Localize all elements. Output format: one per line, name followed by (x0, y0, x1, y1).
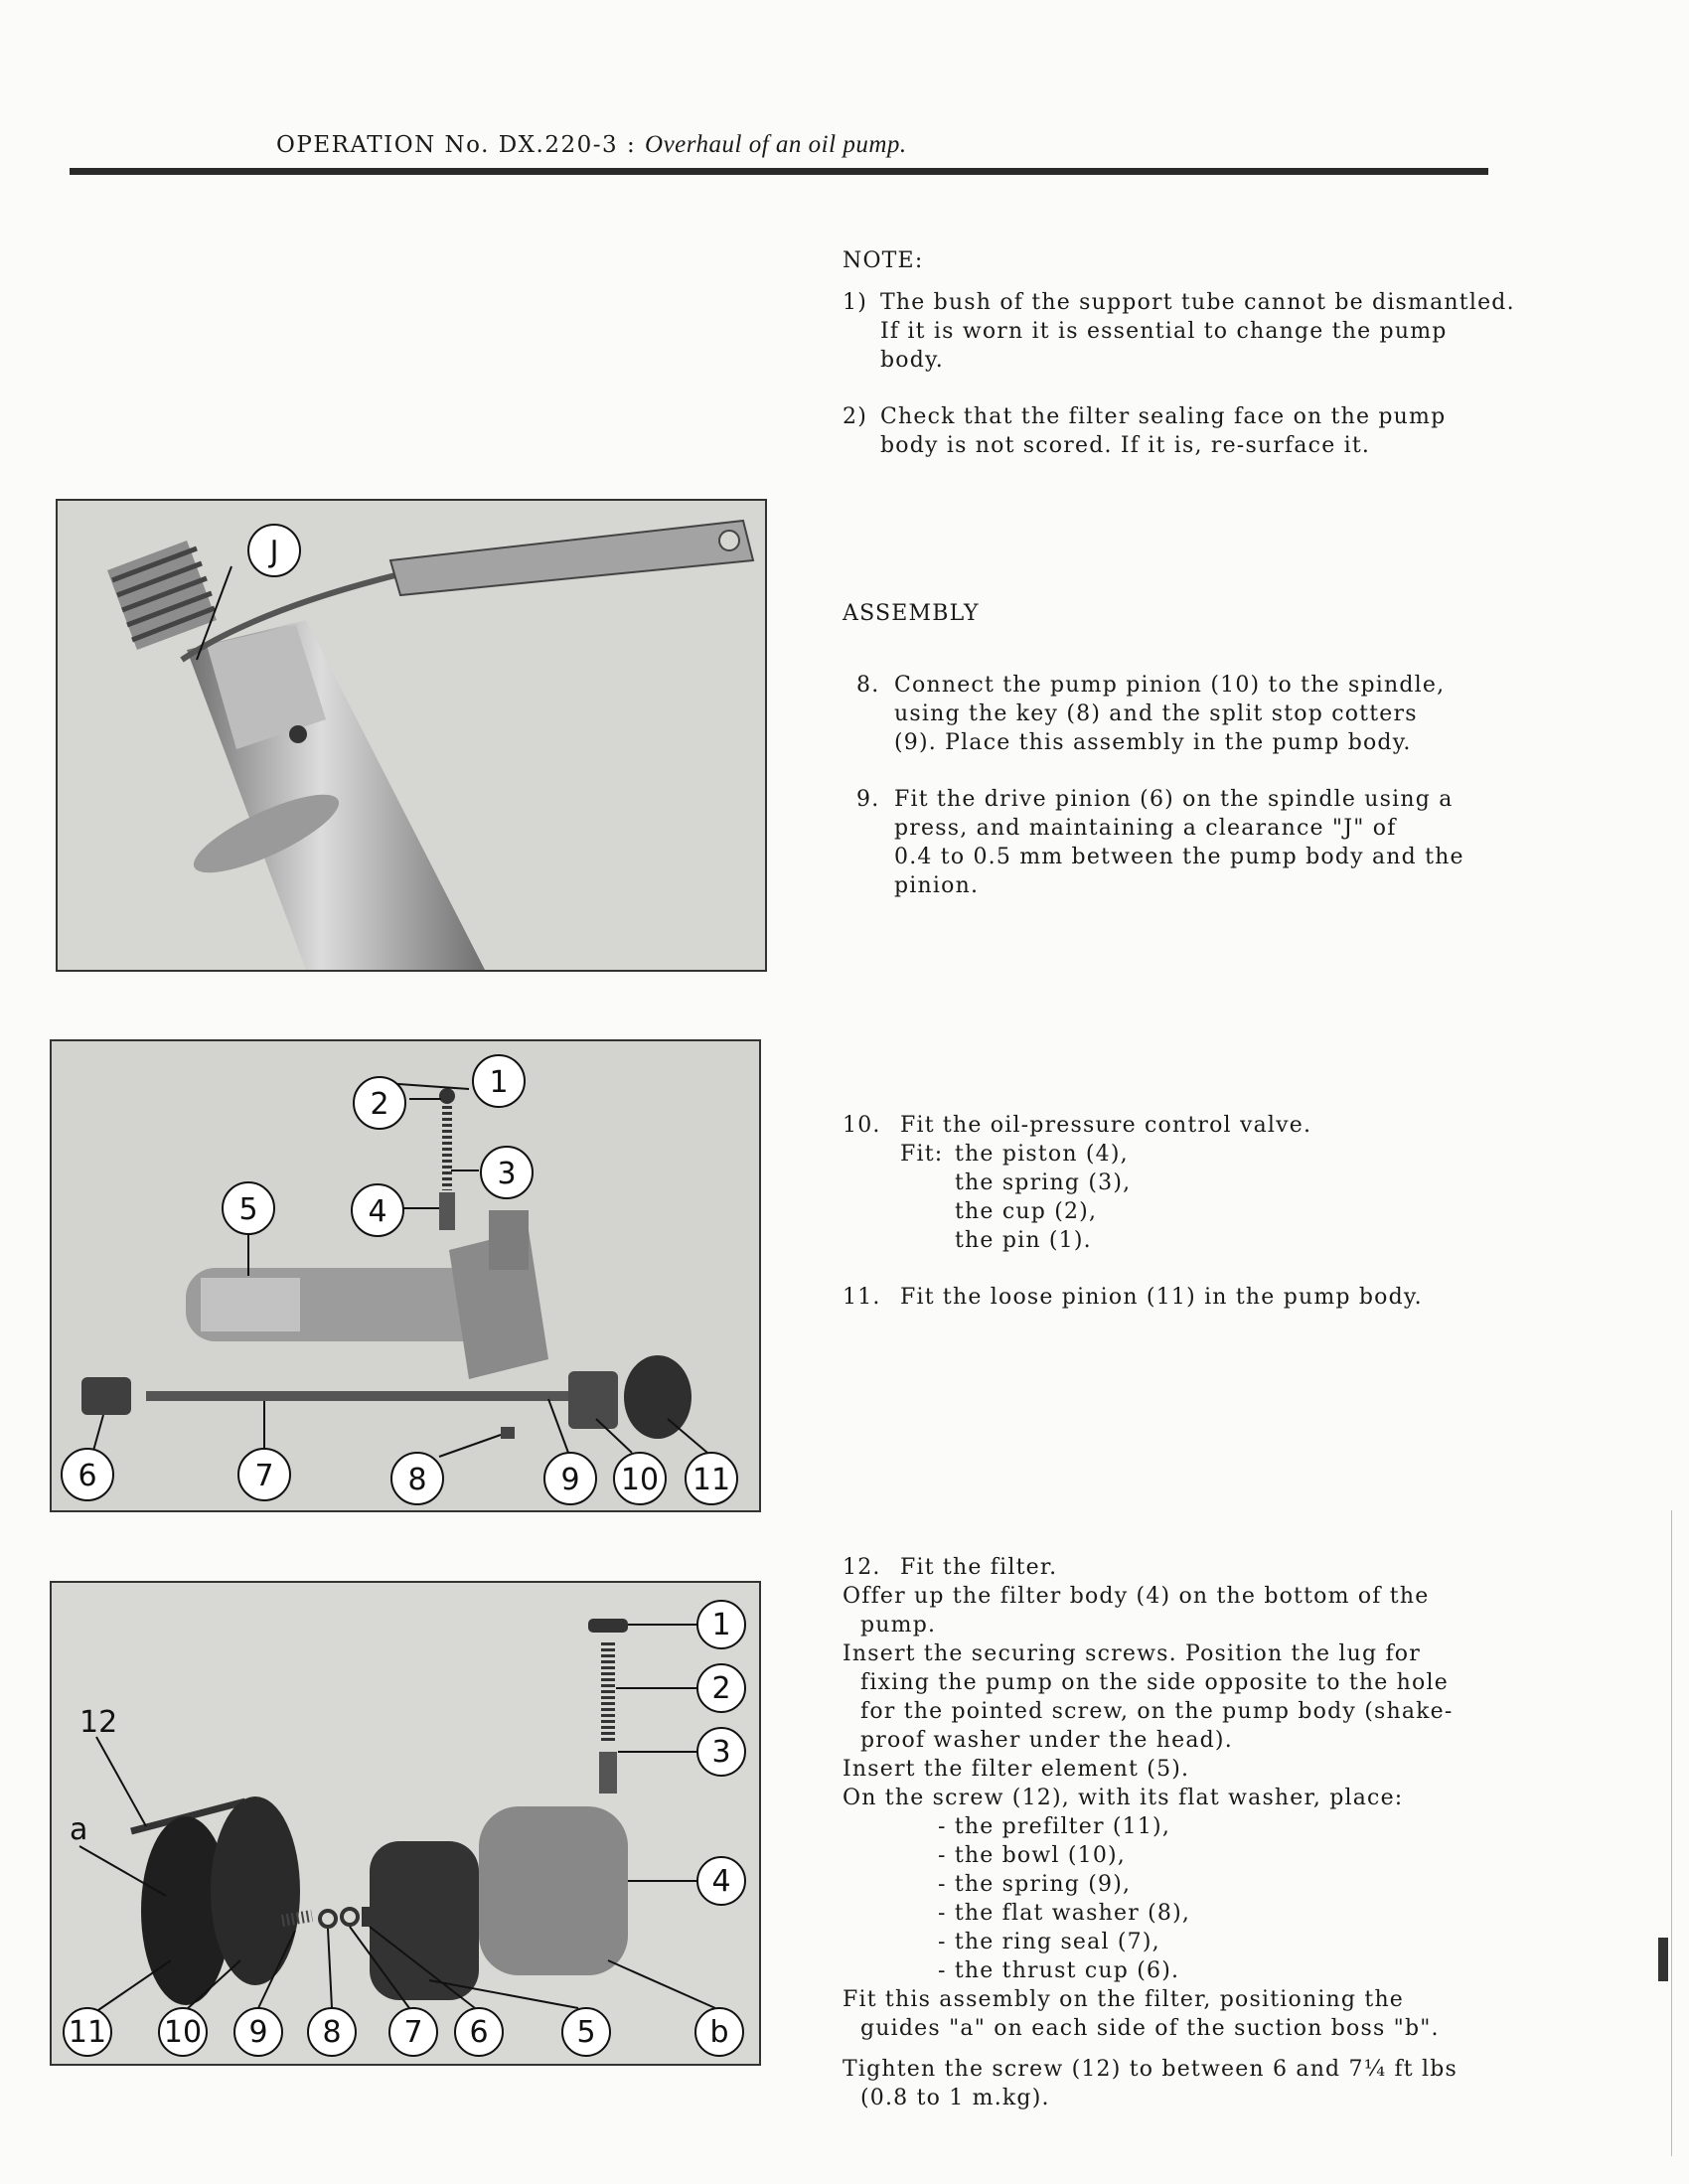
step-12-line-1: 12. Fit the filter. (843, 1555, 1058, 1580)
step-12-a-8: On the screw (12), with its flat washer, place: (843, 1786, 1404, 1810)
note-section (843, 246, 1515, 460)
step-12-a-2: pump. (860, 1613, 937, 1638)
svg-text:7: 7 (403, 2015, 423, 2050)
svg-text:12: 12 (79, 1705, 118, 1740)
note-1-line-3: body. (880, 348, 944, 373)
step-12-b-2: guides "a" on each side of the suction boss "b". (860, 2016, 1440, 2041)
step-12-item-4: - the flat washer (8), (938, 1901, 1191, 1926)
note-heading: NOTE: (843, 248, 924, 273)
scan-edge-mark (1658, 1938, 1668, 1981)
callout-label-j: J (269, 535, 279, 569)
step-12-a-7: Insert the filter element (5). (843, 1757, 1190, 1782)
step-10-fit-line: Fit: the piston (4), (900, 1142, 1129, 1167)
step-12-a-3: Insert the securing screws. Position the lug for (843, 1641, 1421, 1666)
svg-text:3: 3 (497, 1157, 517, 1191)
figure-clearance-check (56, 499, 767, 972)
figure-pump-exploded (50, 1039, 761, 1512)
step-12-a-1: Offer up the filter body (4) on the bottom of the (843, 1584, 1430, 1609)
note-2-line-2: body is not scored. If it is, re-surface it. (880, 433, 1371, 458)
svg-text:9: 9 (560, 1463, 580, 1497)
page-header (276, 131, 907, 159)
step-8-line-1: 8. Connect the pump pinion (10) to the spindle, (856, 673, 1446, 698)
svg-text:11: 11 (68, 2015, 107, 2050)
step-12 (843, 1553, 1458, 2112)
svg-text:2: 2 (711, 1671, 731, 1706)
operation-title: Overhaul of an oil pump. (645, 131, 907, 158)
svg-text:1: 1 (711, 1608, 731, 1642)
step-10-item-3: the cup (2), (955, 1199, 1098, 1224)
step-12-a-4: fixing the pump on the side opposite to the hole (860, 1670, 1449, 1695)
step-12-a-5: for the pointed screw, on the pump body (shake- (860, 1699, 1454, 1724)
steps-8-9 (856, 671, 1464, 900)
svg-text:9: 9 (248, 2015, 268, 2050)
note-1-line-2: If it is worn it is essential to change the pump (880, 319, 1448, 344)
svg-text:5: 5 (238, 1192, 258, 1227)
step-10-item-2: the spring (3), (955, 1170, 1132, 1195)
step-12-b-1: Fit this assembly on the filter, positioning the (843, 1987, 1405, 2012)
step-12-item-1: - the prefilter (11), (938, 1814, 1171, 1839)
scan-edge-line (1671, 1510, 1672, 2156)
step-12-item-6: - the thrust cup (6). (938, 1958, 1180, 1983)
step-9-line-1: 9. Fit the drive pinion (6) on the spindle using a (856, 787, 1454, 812)
step-9-line-3: 0.4 to 0.5 mm between the pump body and the (894, 845, 1464, 869)
svg-text:2: 2 (370, 1087, 389, 1122)
svg-text:10: 10 (163, 2015, 203, 2050)
assembly-heading: ASSEMBLY (843, 601, 980, 626)
svg-text:3: 3 (711, 1735, 731, 1770)
step-12-b-4: (0.8 to 1 m.kg). (860, 2086, 1050, 2110)
svg-text:11: 11 (691, 1463, 731, 1497)
step-12-item-2: - the bowl (10), (938, 1843, 1126, 1868)
step-12-b-3: Tighten the screw (12) to between 6 and 7¼ ft lbs (843, 2057, 1459, 2082)
svg-text:5: 5 (576, 2015, 596, 2050)
svg-text:4: 4 (711, 1864, 731, 1899)
note-1-line-1: 1) The bush of the support tube cannot be dismantled. (843, 290, 1515, 315)
step-10-line-1: 10. Fit the oil-pressure control valve. (843, 1113, 1312, 1138)
steps-10-11 (843, 1111, 1423, 1312)
svg-text:6: 6 (77, 1459, 97, 1493)
svg-text:b: b (709, 2015, 729, 2050)
svg-text:6: 6 (469, 2015, 489, 2050)
header-rule (70, 168, 1488, 175)
step-9-line-4: pinion. (894, 873, 980, 898)
step-11-line-1: 11. Fit the loose pinion (11) in the pump body. (843, 1285, 1423, 1310)
step-12-item-5: - the ring seal (7), (938, 1930, 1160, 1954)
note-2-line-1: 2) Check that the filter sealing face on the pump (843, 404, 1447, 429)
svg-text:8: 8 (322, 2015, 342, 2050)
svg-text:8: 8 (407, 1463, 427, 1497)
svg-text:1: 1 (489, 1065, 509, 1100)
step-8-line-3: (9). Place this assembly in the pump body. (894, 730, 1412, 755)
step-8-line-2: using the key (8) and the split stop cotters (894, 702, 1418, 726)
svg-text:4: 4 (368, 1194, 387, 1229)
svg-text:7: 7 (254, 1459, 274, 1493)
step-9-line-2: press, and maintaining a clearance "J" of (894, 816, 1397, 841)
step-12-a-6: proof washer under the head). (860, 1728, 1233, 1753)
step-12-item-3: - the spring (9), (938, 1872, 1132, 1897)
operation-number: OPERATION No. DX.220-3 : (276, 132, 637, 158)
svg-text:10: 10 (620, 1463, 660, 1497)
figure-filter-exploded (50, 1581, 761, 2066)
step-10-item-4: the pin (1). (955, 1228, 1092, 1253)
svg-text:a: a (70, 1812, 88, 1847)
